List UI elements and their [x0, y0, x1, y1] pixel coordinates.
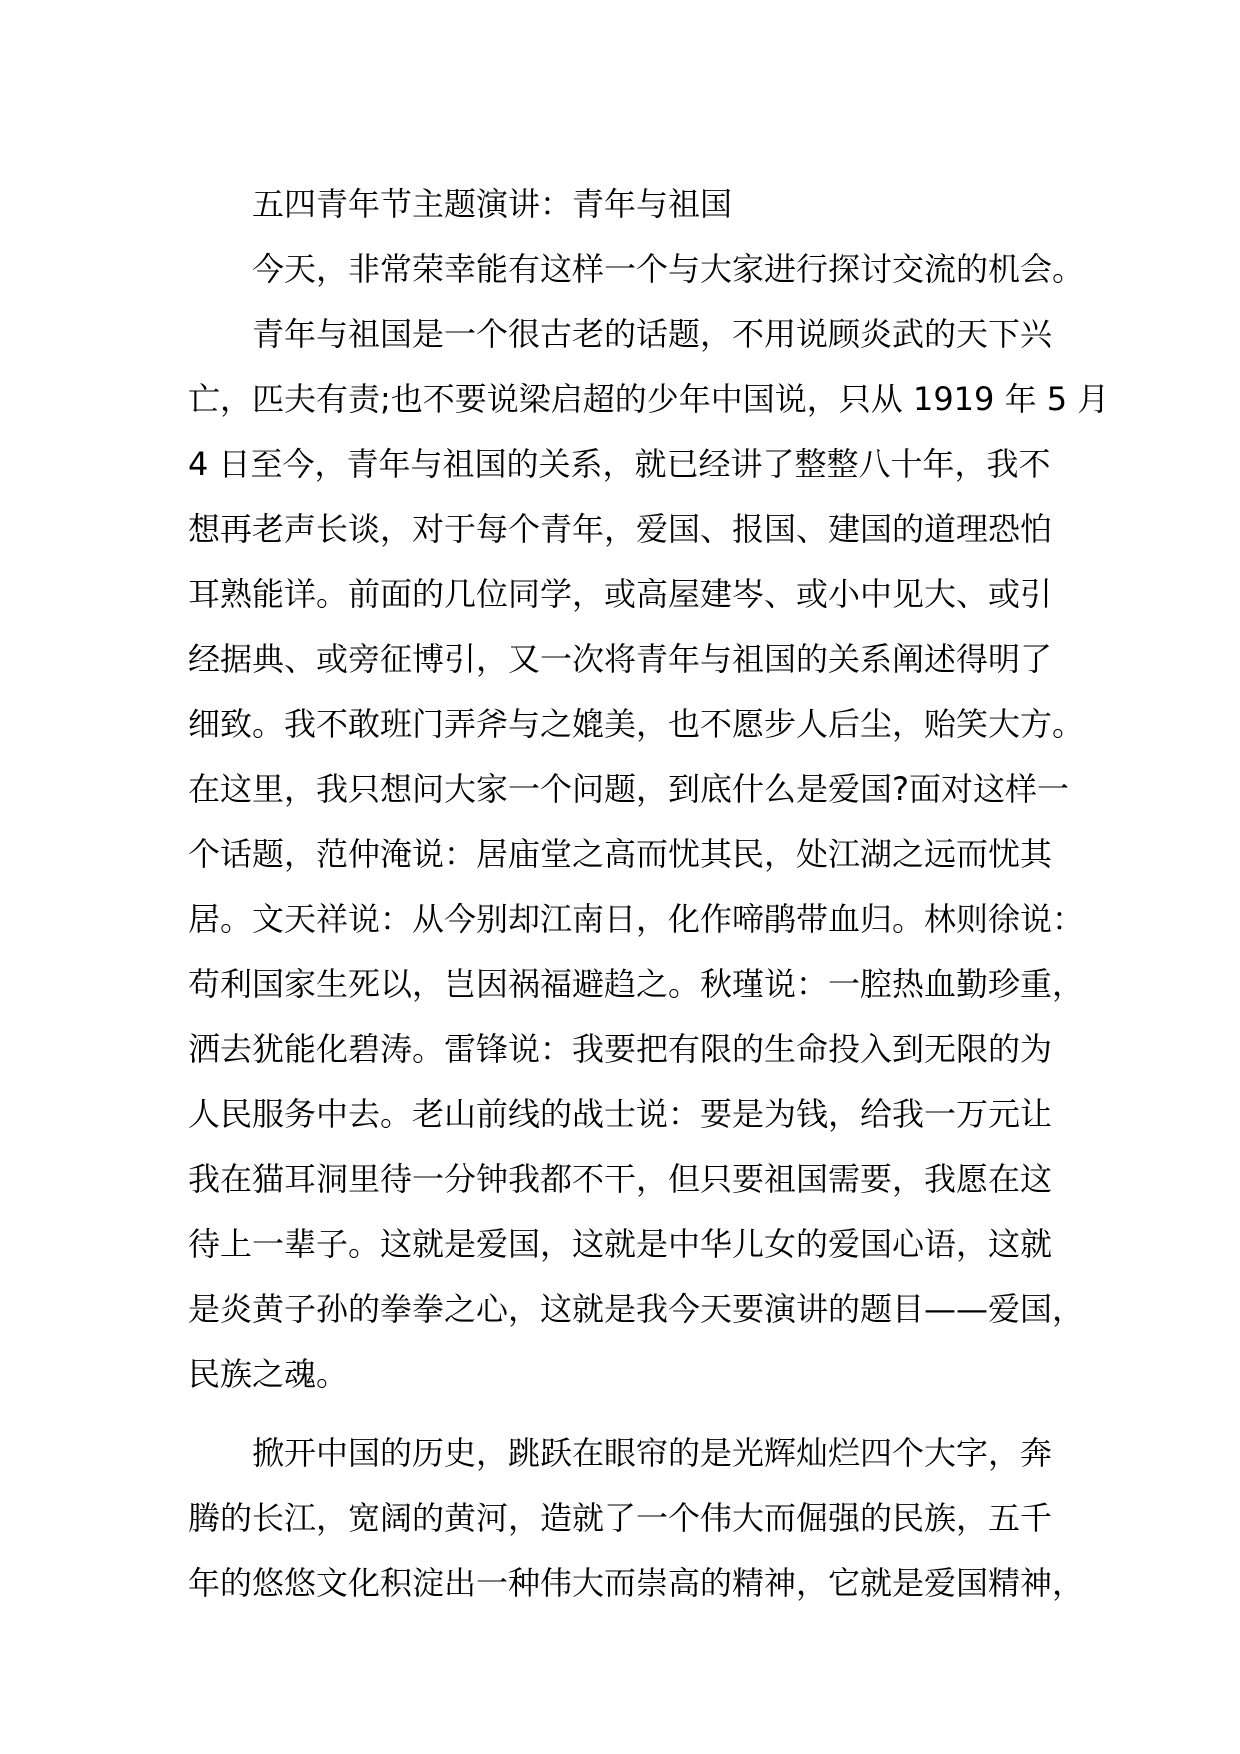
paragraph-3-line-2: 腾的长江，宽阔的黄河，造就了一个伟大而倔强的民族，五千 — [188, 1499, 1053, 1537]
paragraph-2-line-7: 细致。我不敢班门弄斧与之媲美，也不愿步人后尘，贻笑大方。 — [188, 705, 1085, 743]
paragraph-2-line-9: 个话题，范仲淹说：居庙堂之高而忧其民，处江湖之远而忧其 — [188, 835, 1053, 873]
paragraph-2-line-12: 洒去犹能化碧涛。雷锋说：我要把有限的生命投入到无限的为 — [188, 1030, 1053, 1068]
paragraph-2-line-15: 待上一辈子。这就是爱国，这就是中华儿女的爱国心语，这就 — [188, 1225, 1053, 1263]
paragraph-2-line-11: 苟利国家生死以，岂因祸福避趋之。秋瑾说：一腔热血勤珍重， — [188, 965, 1085, 1003]
paragraph-2-line-1: 青年与祖国是一个很古老的话题，不用说顾炎武的天下兴 — [252, 315, 1053, 353]
paragraph-2-line-10: 居。文天祥说：从今别却江南日，化作啼鹃带血归。林则徐说： — [188, 900, 1085, 938]
paragraph-3-line-1: 掀开中国的历史，跳跃在眼帘的是光辉灿烂四个大字，奔 — [252, 1434, 1053, 1472]
document-title: 五四青年节主题演讲：青年与祖国 — [252, 185, 733, 223]
paragraph-2-line-3: 4 日至今，青年与祖国的关系，就已经讲了整整八十年，我不 — [188, 445, 1051, 483]
paragraph-2-line-13: 人民服务中去。老山前线的战士说：要是为钱，给我一万元让 — [188, 1095, 1053, 1133]
paragraph-2-line-14: 我在猫耳洞里待一分钟我都不干，但只要祖国需要，我愿在这 — [188, 1160, 1053, 1198]
paragraph-2-line-8: 在这里，我只想问大家一个问题，到底什么是爱国?面对这样一 — [188, 770, 1069, 808]
paragraph-gap — [188, 1407, 1088, 1421]
paragraph-2-line-17: 民族之魂。 — [188, 1355, 349, 1393]
paragraph-2-line-5: 耳熟能详。前面的几位同学，或高屋建岑、或小中见大、或引 — [188, 575, 1053, 613]
paragraph-3-line-3: 年的悠悠文化积淀出一种伟大而崇高的精神，它就是爱国精神， — [188, 1564, 1085, 1602]
paragraph-2-line-2: 亡，匹夫有责;也不要说梁启超的少年中国说，只从 1919 年 5 月 — [188, 380, 1110, 418]
paragraph-2-line-6: 经据典、或旁征博引，又一次将青年与祖国的关系阐述得明了 — [188, 640, 1053, 678]
paragraph-1-line-1: 今天，非常荣幸能有这样一个与大家进行探讨交流的机会。 — [252, 250, 1085, 288]
paragraph-2-line-4: 想再老声长谈，对于每个青年，爱国、报国、建国的道理恐怕 — [188, 510, 1053, 548]
paragraph-2-line-16: 是炎黄子孙的拳拳之心，这就是我今天要演讲的题目——爱国， — [188, 1290, 1085, 1328]
document-body — [188, 172, 1110, 1616]
